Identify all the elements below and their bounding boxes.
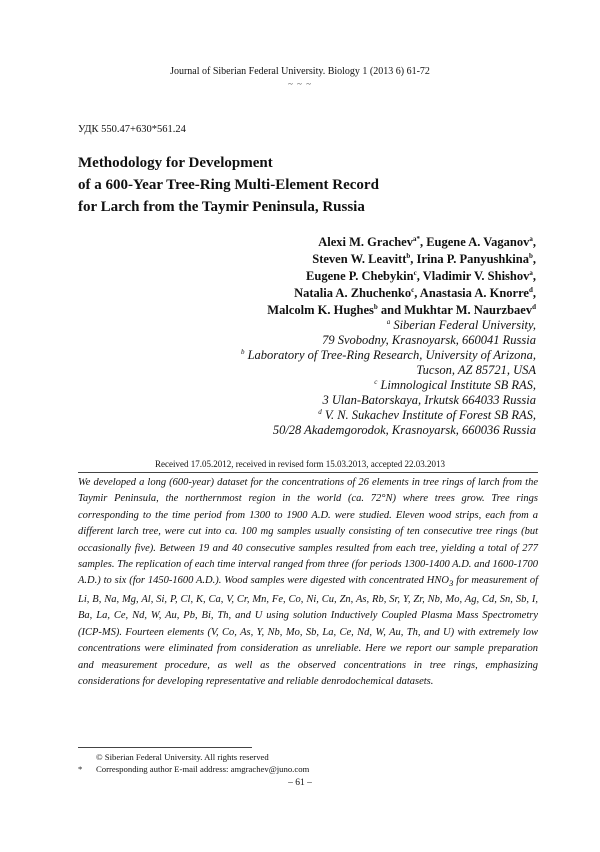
affiliation-list: [241, 318, 536, 438]
subscript: 3: [448, 578, 454, 589]
author-name: Alexi M. Grachev: [318, 235, 413, 249]
affiliation-line: 3 Ulan-Batorskaya, Irkutsk 664033 Russia: [322, 393, 536, 407]
author-name: , Anastasia A. Knorre: [414, 286, 529, 300]
author-name: Natalia A. Zhuchenko: [294, 286, 412, 300]
author-name: , Vladimir V. Shishov: [416, 269, 530, 283]
abstract-top-rule: [78, 472, 538, 473]
journal-header: Journal of Siberian Federal University. Biology 1 (2013 6) 61-72: [170, 66, 430, 77]
footnote-corresponding: * Corresponding author E-mail address: amgrachev@juno.com: [78, 764, 310, 774]
article-title: [78, 152, 548, 218]
affiliation-marker: c: [374, 377, 378, 386]
author-affiliation-marker: a*: [412, 234, 420, 243]
author-name: ,: [532, 252, 536, 266]
abstract: We developed a long (600-year) dataset for the concentrations of 26 elements in tree rings of larch from the Taymir Peninsula, the northernmost region in the world (ca. 72°N) where trees grow. Tree rings corresponding to the time period from 1300 to 1900 A.D. were studied. Eleven wood strips, each from a different larch tree, were cut into ca. 100 mg samples usually consisting of ten consecutive tree rings (but occasionally five). Between 19 and 40 consecutive samples resulted from each tree, yielding a total of 277 samples. The replication of each time interval ranged from three (for periods 1300-1400 A.D. and 1600-1700 A.D.) to six (for 1450-1600 A.D.). Wood samples were digested with concentrated $HNO_3$ for measurement of Li, B, Na, Mg, Al, Si, P, Cl, K, Ca, V, Cr, Mn, Fe, Co, Ni, Cu, Zn, As, Rb, Sr, Y, Zr, Nb, Mo, Ag, Cd, Sn, Sb, I, Ba, La, Ce, Nd, W, Au, Pb, Bi, Th, and U using solution Inductively Coupled Plasma Mass Spectrometry (ICP-MS). Fourteen elements (V, Co, As, Y, Nb, Mo, Sb, La, Ce, Nd, W, Au, Th, and U) with extremely low concentrations were eliminated from consideration as unreliable. Here we report our sample preparation and measurement procedure, as well as the observed concentrations in tree rings, emphasizing considerations for developing representative and reliable denrodochemical datasets.: [78, 477, 538, 687]
author-list: [267, 234, 536, 319]
title-line: for Larch from the Taymir Peninsula, Russia: [78, 199, 365, 215]
author-affiliation-marker: b: [528, 251, 533, 260]
received-dates: Received 17.05.2012, received in revised form 15.03.2013, accepted 22.03.2013: [155, 459, 445, 469]
author-line: [267, 234, 536, 251]
affiliation-marker: d: [318, 407, 322, 416]
affiliation-marker: b: [240, 347, 245, 356]
affiliation-line: $^d$ V. N. Sukachev Institute of Forest SB RAS,: [318, 407, 536, 422]
affiliation-line: Tucson, AZ 85721, USA: [416, 363, 536, 377]
author-line: [267, 285, 536, 302]
affiliation-line: $^b$ Laboratory of Tree-Ring Research, University of Arizona,: [240, 347, 536, 362]
author-name: and Mukhtar M. Naurzbaev: [377, 303, 533, 317]
author-name: ,: [532, 286, 536, 300]
author-name: , Irina P. Panyushkina: [410, 252, 529, 266]
author-affiliation-marker: d: [532, 302, 536, 311]
affiliation-line: $^a$ Siberian Federal University,: [386, 317, 536, 332]
author-line: [267, 302, 536, 319]
author-name: , Eugene A. Vaganov: [419, 235, 530, 249]
page-number: – 61 –: [288, 778, 312, 788]
author-line: [267, 268, 536, 285]
author-name: Malcolm K. Hughes: [267, 303, 374, 317]
affiliation-line: $^c$ Limnological Institute SB RAS,: [374, 377, 536, 392]
author-name: ,: [532, 235, 536, 249]
author-affiliation-marker: d: [528, 285, 533, 294]
author-affiliation-marker: b: [373, 302, 378, 311]
author-affiliation-marker: c: [413, 268, 417, 277]
affiliation-line: 79 Svobodny, Krasnoyarsk, 660041 Russia: [322, 333, 536, 347]
footnote-copyright: © Siberian Federal University. All rights reserved: [96, 752, 269, 762]
author-affiliation-marker: b: [406, 251, 411, 260]
author-affiliation-marker: a: [529, 234, 533, 243]
author-affiliation-marker: c: [411, 285, 415, 294]
title-line: Methodology for Development: [78, 155, 273, 171]
author-name: Steven W. Leavitt: [312, 252, 407, 266]
author-line: [267, 251, 536, 268]
author-affiliation-marker: a: [529, 268, 533, 277]
affiliation-marker: a: [386, 317, 391, 326]
footnote-rule: [78, 747, 252, 748]
author-name: Eugene P. Chebykin: [306, 269, 414, 283]
udk-code: УДК 550.47+630*561.24: [78, 124, 186, 135]
header-ornament: ~ ~ ~: [287, 79, 313, 89]
affiliation-line: 50/28 Akademgorodok, Krasnoyarsk, 660036 Russia: [272, 423, 536, 437]
author-name: ,: [532, 269, 536, 283]
title-line: of a 600-Year Tree-Ring Multi-Element Record: [78, 177, 379, 193]
